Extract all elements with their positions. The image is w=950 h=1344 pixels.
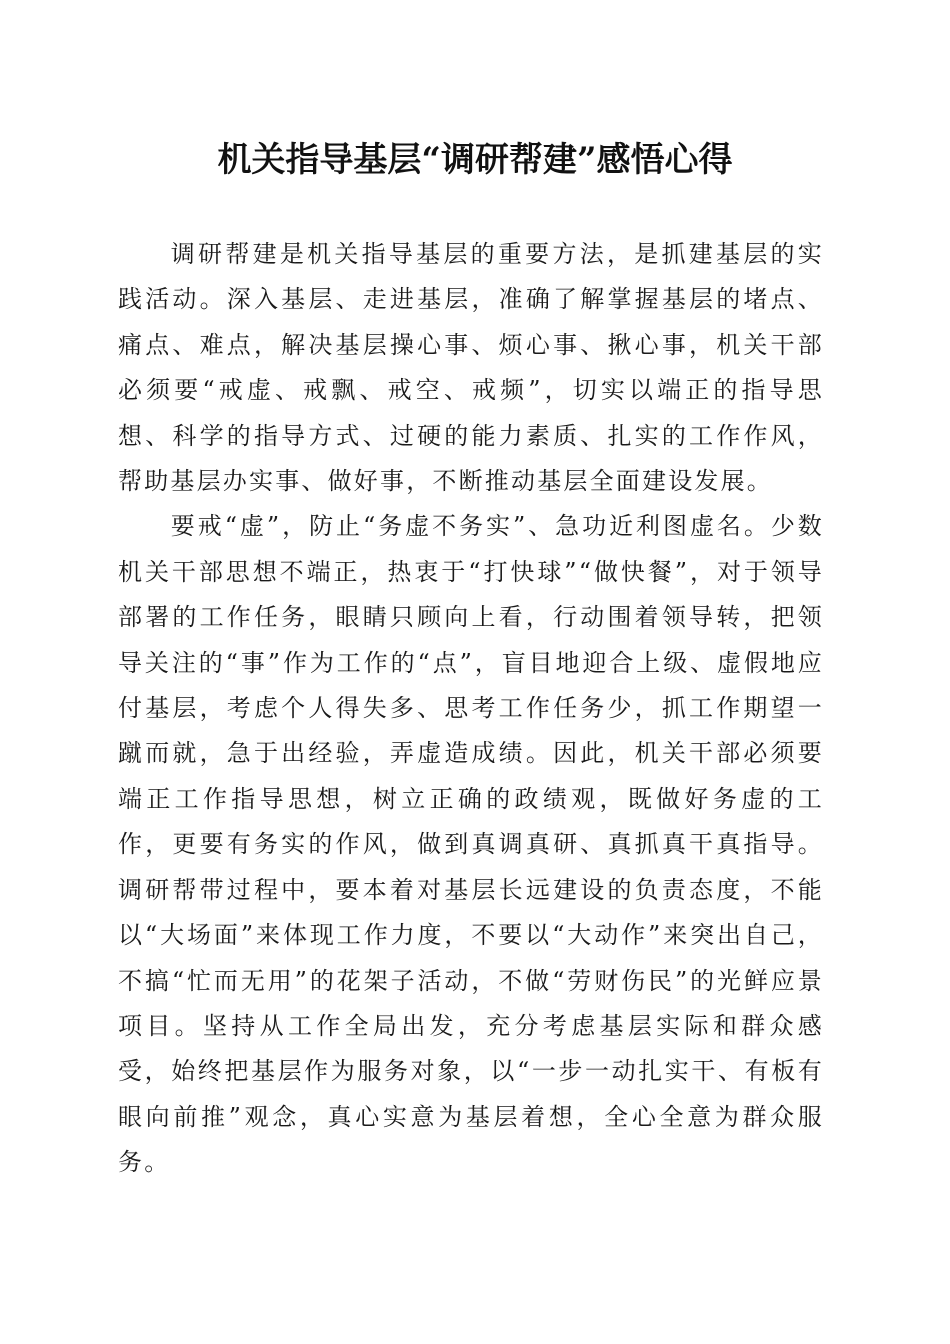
- document-body: [118, 232, 824, 1186]
- paragraph-2: 要戒“虚”，防止“务虚不务实”、急功近利图虚名。少数机关干部思想不端正，热衷于“打快球”“做快餐”，对于领导部署的工作任务，眼睛只顾向上看，行动围着领导转，把领导关注的“事”作为工作的“点”，盲目地迎合上级、虚假地应付基层，考虑个人得失多、思考工作任务少，抓工作期望一蹴而就，急于出经验，弄虚造成绩。因此，机关干部必须要端正工作指导思想，树立正确的政绩观，既做好务虚的工作，更要有务实的作风，做到真调真研、真抓真干真指导。调研帮带过程中，要本着对基层长远建设的负责态度，不能以“大场面”来体现工作力度，不要以“大动作”来突出自己，不搞“忙而无用”的花架子活动，不做“劳财伤民”的光鲜应景项目。坚持从工作全局出发，充分考虑基层实际和群众感受，始终把基层作为服务对象，以“一步一动扎实干、有板有眼向前推”观念，真心实意为基层着想，全心全意为群众服务。: [118, 512, 824, 1177]
- paragraph-1: 调研帮建是机关指导基层的重要方法，是抓建基层的实践活动。深入基层、走进基层，准确了解掌握基层的堵点、痛点、难点，解决基层操心事、烦心事、揪心事，机关干部必须要“戒虚、戒飘、戒空、戒频”，切实以端正的指导思想、科学的指导方式、过硬的能力素质、扎实的工作作风，帮助基层办实事、做好事，不断推动基层全面建设发展。: [118, 240, 824, 496]
- document-title: 机关指导基层“调研帮建”感悟心得: [217, 140, 733, 180]
